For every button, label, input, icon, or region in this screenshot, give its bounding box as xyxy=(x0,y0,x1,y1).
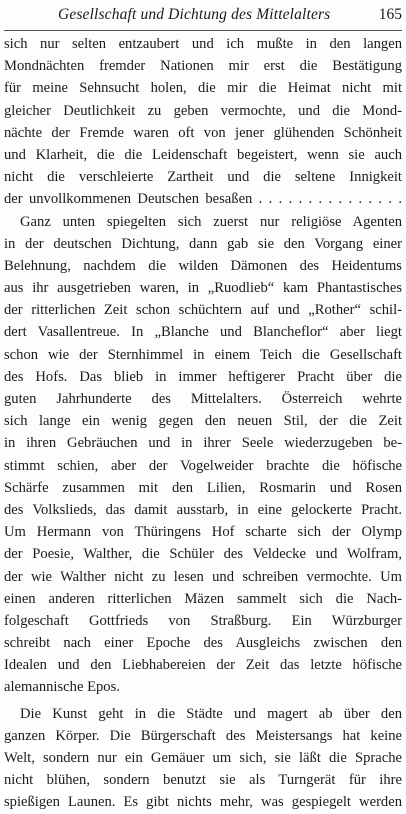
text-line: Ganz unten spiegelten sich zuerst nur religiöse Agenten xyxy=(20,213,402,230)
text-line: aus ihr ausgetrieben waren, in „Ruodlieb“ kam Phantastisches xyxy=(4,280,402,297)
paragraph xyxy=(4,33,402,211)
text-line: der ritterlichen Zeit schon schüchtern auf und „Rother“ schil- xyxy=(4,302,402,319)
text-body xyxy=(4,33,402,814)
text-line: der wie Walther nicht zu lesen und schreiben vermochte. Um xyxy=(4,568,402,585)
text-line: in ihren Gebräuchen und in ihrer Seele wiederzugeben be- xyxy=(4,435,402,452)
text-line: und Klarheit, die die Leidenschaft begeistert, wenn sie auch xyxy=(4,146,402,163)
text-line: des Volkslieds, das damit ausstarb, in eine gelockerte Pracht. xyxy=(4,501,402,518)
text-line: spießigen Launen. Es gibt nichts mehr, was gespiegelt werden xyxy=(4,794,402,811)
text-line: sich nur selten entzaubert und ich mußte in den langen xyxy=(4,36,402,52)
text-line: Schärfe zusammen mit den Lilien, Rosmarin und Rosen xyxy=(4,479,402,496)
text-line: schreibt nach einer Epoche des Ausgleichs zwischen den xyxy=(4,635,402,652)
text-line: der unvollkommenen Deutschen besaßen . . . . . . . . . . . . . . . xyxy=(4,191,402,208)
paragraph xyxy=(4,211,402,699)
text-line: des Hofs. Das blieb in immer heftigerer Pracht über die xyxy=(4,368,402,385)
page-number: 165 xyxy=(378,6,402,23)
text-line: der Poesie, Walther, die Schüler des Veldecke und Wolfram, xyxy=(4,546,402,563)
text-line: guten Jahrhunderte des Mittelalters. Österreich wehrte xyxy=(4,391,402,407)
text-line: alemannische Epos. xyxy=(4,679,120,696)
text-line: stimmt schien, aber der Vogelweider brachte die höfische xyxy=(4,457,402,474)
text-line: Welt, sondern nur ein Gemäuer um sich, sie läßt die Sprache xyxy=(4,750,402,766)
running-head-title: Gesellschaft und Dichtung des Mittelalters xyxy=(58,6,331,23)
text-line: dert Vasallentreue. In „Blanche und Blancheflor“ aber liegt xyxy=(4,324,402,341)
text-line: in der deutschen Dichtung, dann gab sie den Vorgang einer xyxy=(4,235,402,252)
header-rule xyxy=(4,30,402,31)
text-line: einen anderen ritterlichen Mäzen sammelt sich die Nach- xyxy=(4,590,402,607)
text-line: Belehnung, nachdem die wilden Dämonen des Heidentums xyxy=(4,257,402,274)
text-line: nicht blühen, sondern benutzt sie als Turngerät für ihre xyxy=(4,772,402,789)
text-line: Die Kunst geht in die Städte und magert ab über den xyxy=(20,705,402,722)
text-line: Um Hermann von Thüringens Hof scharte sich der Olymp xyxy=(4,524,402,541)
text-line: folgeschaft Gottfrieds von Straßburg. Ein Würzburger xyxy=(4,612,402,629)
text-line: für meine Sehnsucht holen, die mir die Heimat nicht mit xyxy=(4,80,402,97)
text-line: Mondnächten fremder Nationen mir erst die Bestätigung xyxy=(4,58,402,75)
text-line: schon wie der Sternhimmel in einem Teich die Gesellschaft xyxy=(4,346,402,363)
text-line: nächte der Fremde waren oft von jener glühenden Schönheit xyxy=(4,124,402,141)
text-line: gleicher Deutlichkeit zu geben vermochte, und die Mond- xyxy=(4,102,402,119)
text-line: ganzen Körper. Die Bürgerschaft des Meistersangs hat keine xyxy=(4,727,402,744)
text-line: Idealen und den Liebhabereien der Zeit das letzte höfische xyxy=(4,657,402,674)
text-line: nicht die verschleierte Zartheit und die seltene Innigkeit xyxy=(4,169,402,186)
text-line: sich lange ein wenig gegen den neuen Stil, der die Zeit xyxy=(4,413,402,430)
paragraph xyxy=(4,703,402,814)
running-head xyxy=(4,6,402,28)
